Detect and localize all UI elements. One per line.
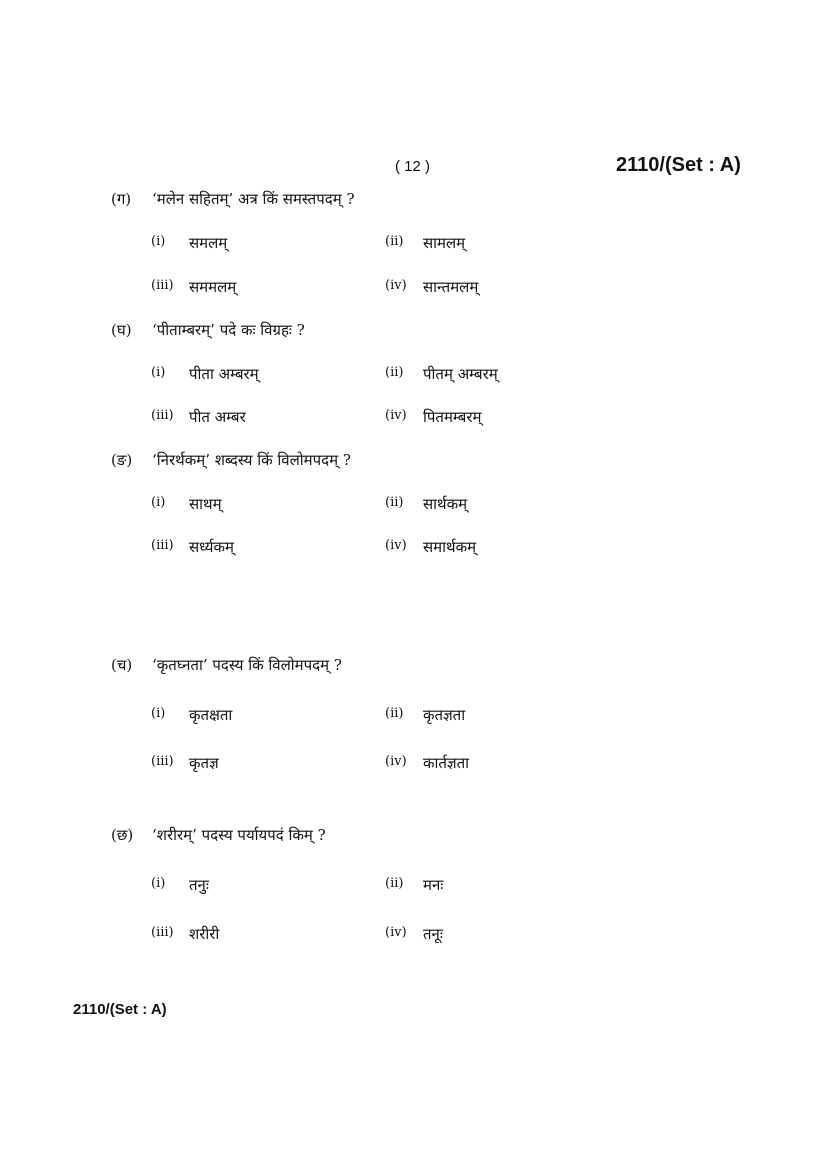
option-text: कृतक्षता (189, 706, 233, 724)
option-label: (iii) (151, 754, 174, 769)
option-text: सान्तमलम् (423, 278, 479, 296)
option-label: (i) (151, 234, 166, 249)
option-text: तनुः (189, 876, 209, 894)
option-label: (iv) (385, 408, 407, 423)
option-label: (i) (151, 495, 166, 510)
option-text: सार्थकम् (423, 495, 468, 513)
page-number: ( 12 ) (395, 158, 431, 175)
option-label: (iii) (151, 925, 174, 940)
option-label: (iv) (385, 754, 407, 769)
option-text: पीता अम्बरम् (189, 365, 259, 383)
question-text: ‘शरीरम्’ पदस्य पर्यायपदं किम् ? (152, 826, 326, 844)
option-label: (ii) (385, 495, 404, 510)
question-number: (छ) (111, 826, 134, 844)
question-number: (ङ) (111, 451, 133, 469)
option-label: (iv) (385, 278, 407, 293)
question-number: (च) (111, 656, 133, 674)
option-label: (i) (151, 365, 166, 380)
question-number: (ग) (111, 190, 132, 208)
option-label: (iv) (385, 538, 407, 553)
question-text: ‘पीताम्बरम्’ पदे कः विग्रहः ? (152, 321, 305, 339)
option-text: सामलम् (423, 234, 466, 252)
option-text: कार्तज्ञता (423, 754, 470, 772)
option-label: (ii) (385, 876, 404, 891)
option-text: मनः (423, 876, 444, 894)
option-label: (iv) (385, 925, 407, 940)
option-label: (iii) (151, 408, 174, 423)
question-text: ‘निरर्थकम्’ शब्दस्य किं विलोमपदम् ? (152, 451, 351, 469)
option-label: (iii) (151, 278, 174, 293)
option-label: (ii) (385, 234, 404, 249)
option-text: पीत अम्बर (189, 408, 246, 426)
option-label: (ii) (385, 706, 404, 721)
option-text: समार्थकम् (423, 538, 477, 556)
option-text: तनूः (423, 925, 443, 943)
question-text: ‘कृतघ्नता’ पदस्य किं विलोमपदम् ? (152, 656, 342, 674)
option-text: साथम् (189, 495, 222, 513)
option-text: पीतम् अम्बरम् (423, 365, 498, 383)
option-label: (i) (151, 876, 166, 891)
option-text: कृतज्ञ (189, 754, 219, 772)
question-number: (घ) (111, 321, 132, 339)
option-text: समलम् (189, 234, 228, 252)
option-text: सर्ध्यकम् (189, 538, 234, 556)
option-label: (i) (151, 706, 166, 721)
option-text: शरीरी (189, 925, 220, 943)
question-text: ‘मलेन सहितम्’ अत्र किं समस्तपदम् ? (152, 190, 355, 208)
option-label: (ii) (385, 365, 404, 380)
header-paper-code: 2110/(Set : A) (616, 154, 741, 176)
option-text: कृतज्ञता (423, 706, 466, 724)
footer-paper-code: 2110/(Set : A) (73, 1001, 167, 1018)
option-text: सममलम् (189, 278, 237, 296)
option-label: (iii) (151, 538, 174, 553)
option-text: पितमम्बरम् (423, 408, 482, 426)
